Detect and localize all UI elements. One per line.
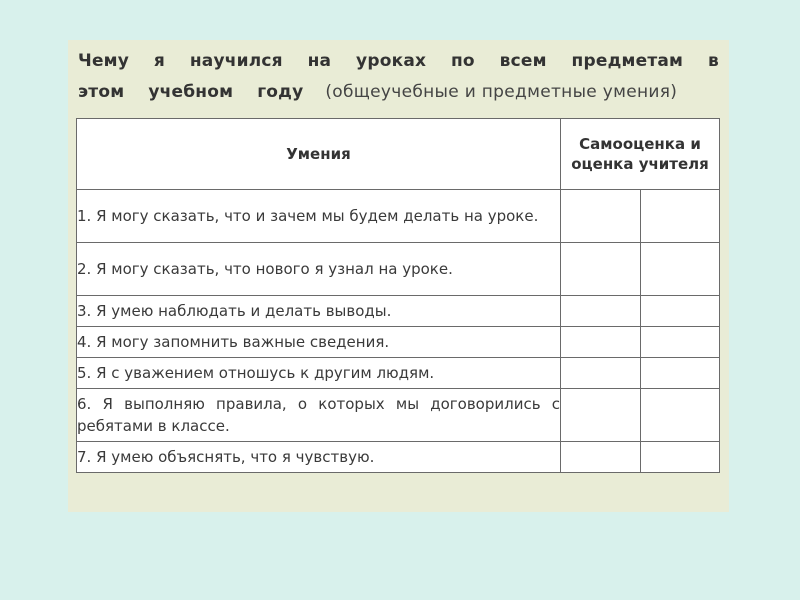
heading-word: предметам — [571, 51, 684, 71]
self-assessment-cell[interactable] — [561, 358, 641, 389]
heading-word: Чему — [78, 51, 130, 71]
table-row — [77, 190, 720, 243]
table-row — [77, 327, 720, 358]
heading-word: уроках — [356, 51, 427, 71]
self-assessment-cell[interactable] — [561, 296, 641, 327]
heading-word: году — [257, 82, 304, 102]
teacher-assessment-cell[interactable] — [640, 358, 720, 389]
skills-table — [76, 118, 720, 473]
table-row — [77, 389, 720, 442]
heading-word: я — [153, 51, 165, 71]
heading-word: научился — [189, 51, 283, 71]
teacher-assessment-cell[interactable] — [640, 442, 720, 473]
skill-cell: 5. Я с уважением отношусь к другим людям. — [77, 358, 561, 389]
heading-word: по — [450, 51, 475, 71]
skill-cell: 4. Я могу запомнить важные сведения. — [77, 327, 561, 358]
heading-word: этом — [78, 82, 125, 102]
table-row — [77, 358, 720, 389]
teacher-assessment-cell[interactable] — [640, 389, 720, 442]
self-assessment-cell[interactable] — [561, 389, 641, 442]
self-assessment-cell[interactable] — [561, 190, 641, 243]
worksheet-heading — [78, 46, 719, 108]
heading-subtitle: (общеучебные и предметные умения) — [325, 82, 678, 102]
skill-cell: 2. Я могу сказать, что нового я узнал на уроке. — [77, 243, 561, 296]
teacher-assessment-cell[interactable] — [640, 190, 720, 243]
heading-line-2 — [78, 77, 719, 108]
table-row — [77, 296, 720, 327]
teacher-assessment-cell[interactable] — [640, 243, 720, 296]
table-header-row — [77, 119, 720, 190]
skill-cell: 1. Я могу сказать, что и зачем мы будем делать на уроке. — [77, 190, 561, 243]
skill-cell: 6. Я выполняю правила, о которых мы договорились с ребятами в классе. — [77, 389, 561, 442]
self-assessment-cell[interactable] — [561, 442, 641, 473]
header-rating: Самооценка и оценка учителя — [561, 119, 720, 190]
worksheet-card — [68, 40, 729, 512]
heading-bold-part — [78, 77, 303, 108]
heading-word: учебном — [148, 82, 234, 102]
header-skills: Умения — [77, 119, 561, 190]
heading-word: в — [707, 51, 719, 71]
heading-line-1 — [78, 46, 719, 77]
table-row — [77, 442, 720, 473]
self-assessment-cell[interactable] — [561, 243, 641, 296]
teacher-assessment-cell[interactable] — [640, 296, 720, 327]
skill-cell: 3. Я умею наблюдать и делать выводы. — [77, 296, 561, 327]
heading-word: всем — [499, 51, 547, 71]
self-assessment-cell[interactable] — [561, 327, 641, 358]
teacher-assessment-cell[interactable] — [640, 327, 720, 358]
table-row — [77, 243, 720, 296]
heading-word: на — [307, 51, 332, 71]
skill-cell: 7. Я умею объяснять, что я чувствую. — [77, 442, 561, 473]
